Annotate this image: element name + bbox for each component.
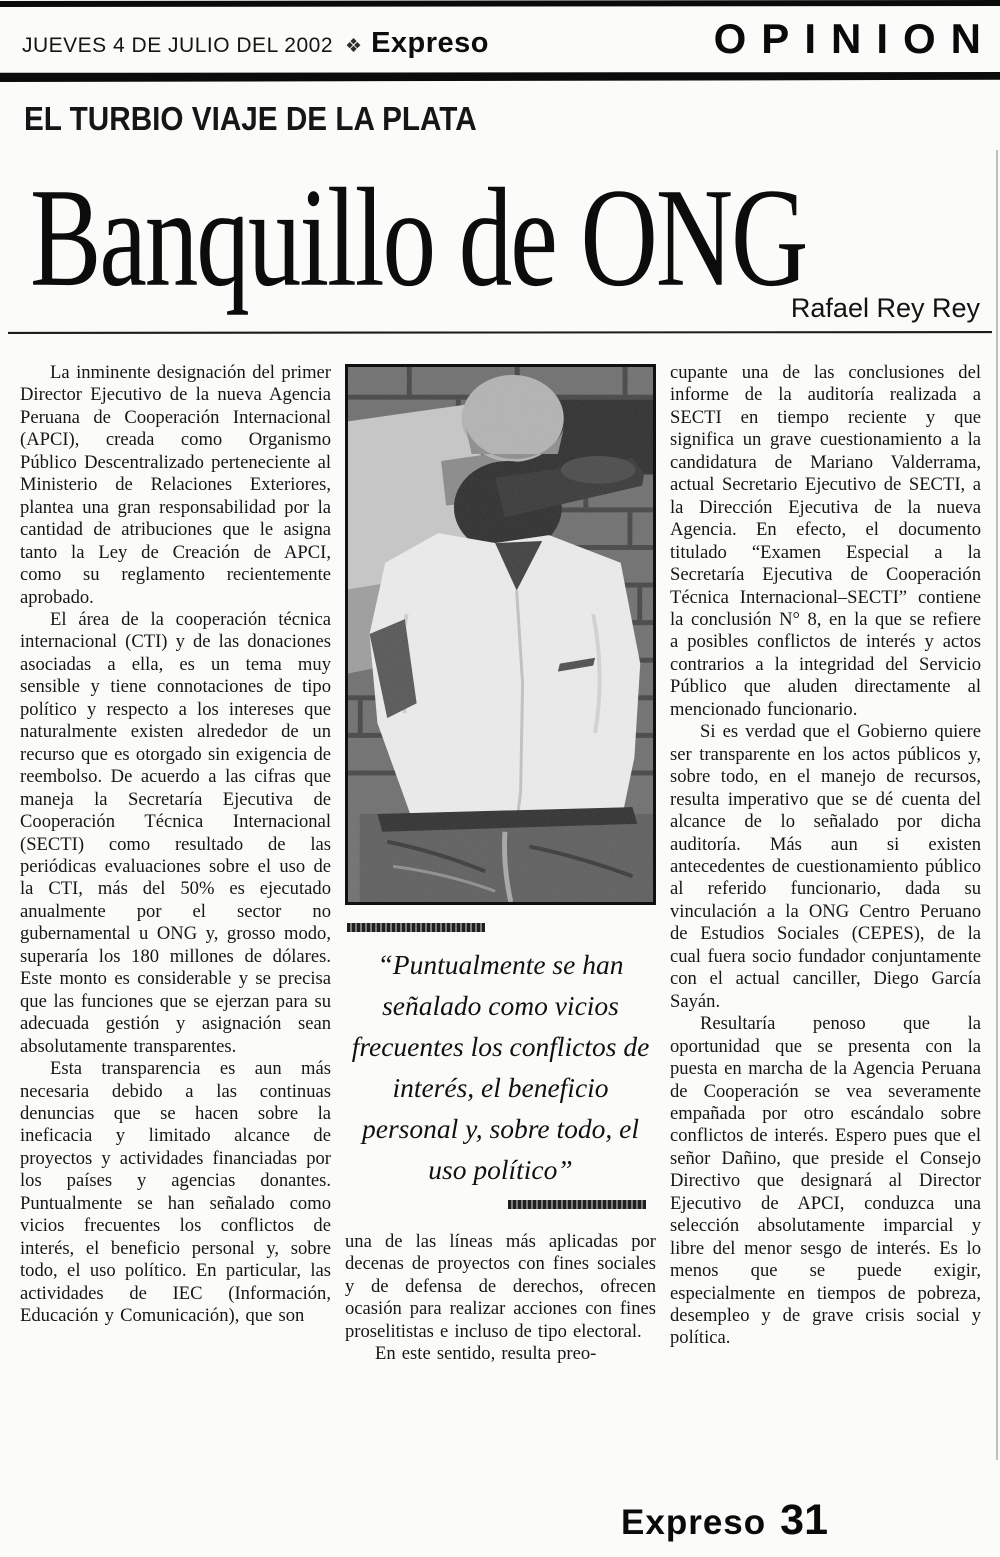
pull-quote-bottom-bar (508, 1200, 646, 1209)
paragraph: En este sentido, resulta preo- (375, 1343, 597, 1365)
footer-page-number: 31 (780, 1496, 828, 1544)
pull-quote-block (345, 923, 656, 1209)
masthead (22, 15, 996, 62)
diamond-icon: ❖ (345, 36, 363, 57)
paragraph: Esta transparencia es aun más necesaria debido a las continuas denuncias que se hacen sobre la ineficacia y limitado alcance de proyectos y actividades financiadas por los países y agencias donantes. Puntualmente se han señalado como vicios frecuentes los conflictos de interés, el beneficio personal y, sobre todo, el uso político. En particular, las actividades de IEC (Información, Educación y Comunicación), que son (20, 1058, 331, 1327)
date-line: JUEVES 4 DE JULIO DEL 2002 (22, 34, 334, 57)
pull-quote-top-bar (347, 923, 485, 932)
pull-quote: “Puntualmente se han señalado como vicios frecuentes los conflictos de interés, el beneficio personal y, sobre todo, el uso político” (351, 949, 650, 1185)
column-left (20, 362, 331, 1366)
paragraph: La inminente designación del primer Director Ejecutivo de la nueva Agencia Peruana de Cooperación Internacional (APCI), creada como Organismo Público Descentralizado perteneciente al Ministerio de Relaciones Exteriores, plantea una gran responsabilidad por la cantidad de atribuciones que le asigna tanto la Ley de Creación de APCI, como su reglamento recientemente aprobado. (20, 362, 331, 608)
paragraph: una de las líneas más aplicadas por decenas de proyectos con fines sociales y de defensa de derechos, ofrecen ocasión para realizar acciones con fines proselitistas e incluso de tipo electoral. (345, 1231, 656, 1342)
paragraph: Resultaría penoso que la oportunidad que se presenta con la puesta en marcha de la Agencia Peruana de Cooperación se vea severamente empañada por otro escándalo sobre conflictos de interés. Espero pues que el señor Dañino, que preside el Consejo Directivo que designará al Director Ejecutivo de APCI, conduzca una selección absolutamente imparcial y libre del menor sesgo de interés. Es lo menos que se puede exigir, especialmente en tiempos de pobreza, desempleo y de grave crisis social y política. (670, 1013, 981, 1349)
kicker: EL TURBIO VIAJE DE LA PLATA (24, 100, 477, 137)
column-right (670, 362, 981, 1366)
paragraph: cupante una de las conclusiones del informe de la auditoría realizada a SECTI en tiempo reciente y que significa un grave cuestionamiento a la candidatura de Mariano Valderrama, actual Secretario Ejecutivo de SECTI, a la Dirección Ejecutiva de la nueva Agencia. En efecto, el documento titulado “Examen Especial a la Secretaría Ejecutiva de Cooperación Técnica Internacional–SECTI” contiene la conclusión N° 8, en la que se refiere a posibles conflictos de interés y actos contrarios a la integridad del Servicio Público que aluden directamente al mencionado funcionario. (670, 362, 981, 720)
headline: Banquillo de ONG (30, 160, 807, 317)
footer-brand: Expreso (621, 1503, 767, 1542)
header-rule (0, 72, 1000, 82)
photo-man-brick-wall-illustration (348, 367, 653, 902)
top-rule (0, 0, 1000, 7)
paragraph: El área de la cooperación técnica internacional (CTI) y de las donaciones asociadas a ella, es un tema muy sensible y tiene connotaciones de tipo político y respecto a los intereses que naturalmente existen alrededor de un recurso que es otorgado sin exigencia de reembolso. De acuerdo a las cifras que maneja la Secretaría Ejecutiva de Cooperación Técnica Internacional (SECTI) como resultado de las periódicas evaluaciones sobre el uso de la CTI, más del 50% es ejecutado anualmente por el sector no gubernamental u ONG y, grosso modo, superaría los 180 millones de dólares. Este monto es considerable y se precisa que las funciones que se ejerzan para su adecuada gestión y asignación sean absolutamente transparentes. (20, 608, 331, 1057)
article-photo (345, 364, 656, 905)
page-footer (621, 1496, 828, 1545)
article-body (20, 362, 981, 1366)
paragraph: Si es verdad que el Gobierno quiere ser transparente en los actos públicos y, sobre todo, en el manejo de recursos, resulta imperativo que se dé cuenta del alcance de lo señalado por dicha auditoría. Más aun si existen antecedentes de cuestionamiento público al referido funcionario, dada su vinculación a la ONG Centro Peruano de Estudios Sociales (CEPES), de la cual fuera socio fundador conjuntamente con el actual canciller, Diego García Sayán. (670, 721, 981, 1012)
section-title: OPINION (713, 15, 996, 62)
byline: Rafael Rey Rey (790, 293, 980, 323)
column-middle-text (345, 1231, 656, 1366)
masthead-left (22, 27, 489, 60)
byline-rule (8, 331, 992, 334)
column-middle (345, 362, 656, 1366)
brand-logo: Expreso (371, 27, 490, 59)
page-edge-line (996, 150, 998, 1460)
